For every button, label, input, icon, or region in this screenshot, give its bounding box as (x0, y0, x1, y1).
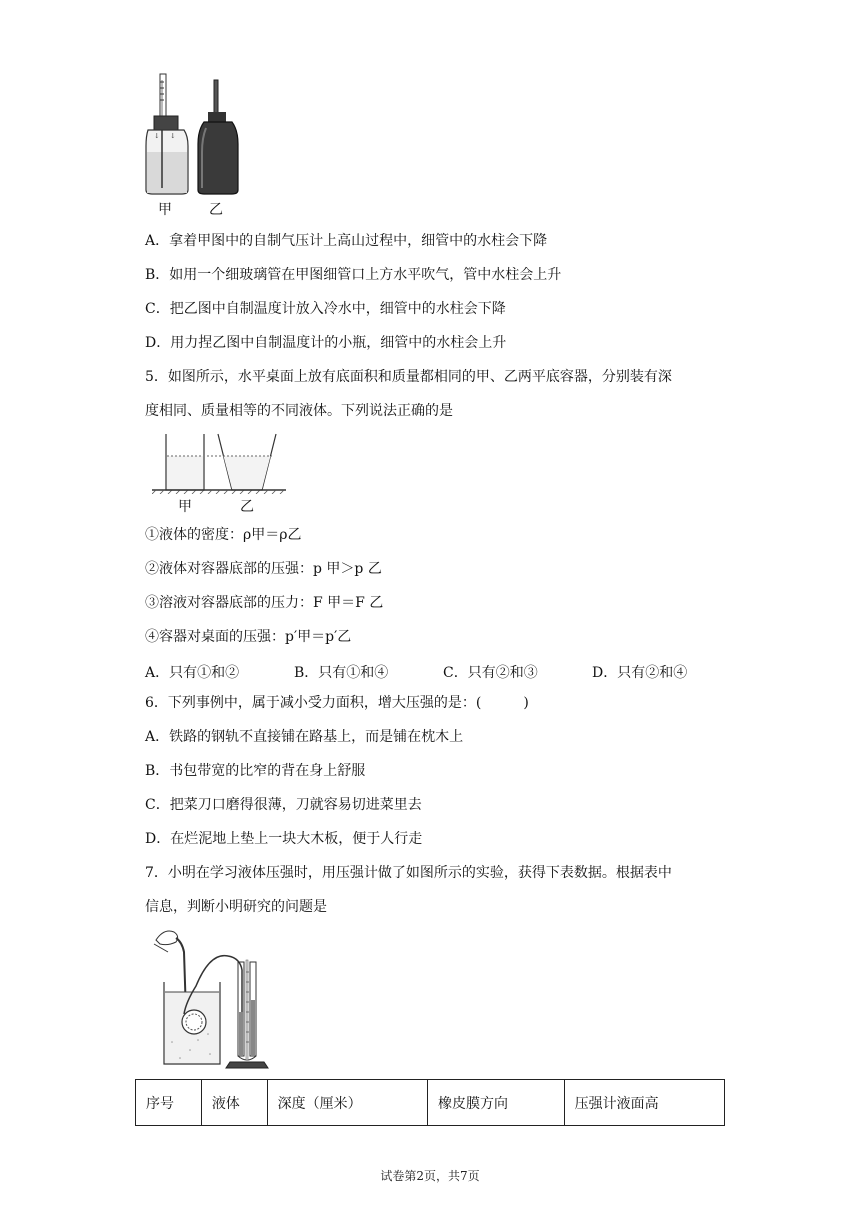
table-header-cell: 液体 (201, 1080, 267, 1126)
q5-option-a: A．只有①和② (145, 665, 240, 681)
q6-stem: 6．下列事例中，属于减小受力面积，增大压强的是：( ) (145, 695, 529, 711)
q5-option-d: D．只有②和④ (592, 665, 688, 681)
table-header-cell: 深度（厘米） (267, 1080, 427, 1126)
table-header-row (136, 1080, 725, 1126)
q6-option-b: B．书包带宽的比窄的背在身上舒服 (145, 763, 366, 779)
figure-pressure-gauge (150, 922, 275, 1070)
q5-stem-line2: 度相同、质量相等的不同液体。下列说法正确的是 (145, 403, 453, 419)
q4-option-b: B．如用一个细玻璃管在甲图细管口上方水平吹气，管中水柱会上升 (145, 267, 562, 283)
q6-option-d: D．在烂泥地上垫上一块大木板，便于人行走 (145, 831, 423, 847)
figure-barometer-thermometer (140, 72, 250, 217)
q5-statement-2: ②液体对容器底部的压强：p 甲＞p 乙 (145, 561, 382, 577)
table-header-cell: 橡皮膜方向 (427, 1080, 564, 1126)
q4-option-c: C．把乙图中自制温度计放入冷水中，细管中的水柱会下降 (145, 301, 506, 317)
q6-option-a: A．铁路的钢轨不直接铺在路基上，而是铺在枕木上 (145, 729, 464, 745)
q5-statement-1: ①液体的密度：ρ甲＝ρ乙 (145, 527, 302, 543)
q4-option-a: A．拿着甲图中的自制气压计上高山过程中，细管中的水柱会下降 (145, 233, 548, 249)
q5-option-c: C．只有②和③ (443, 665, 538, 681)
figure1-label-jia: 甲 (158, 202, 172, 218)
q5-statement-4: ④容器对桌面的压强：p′甲＝p′乙 (145, 629, 352, 645)
svg-text:↓: ↓ (170, 132, 176, 140)
q7-stem-line2: 信息，判断小明研究的问题是 (145, 899, 327, 915)
q4-option-d: D．用力捏乙图中自制温度计的小瓶，细管中的水柱会上升 (145, 335, 507, 351)
svg-text:↓: ↓ (154, 132, 160, 140)
q5-statement-3: ③溶液对容器底部的压力：F 甲＝F 乙 (145, 595, 384, 611)
table-header-cell: 序号 (136, 1080, 202, 1126)
q7-data-table (135, 1079, 725, 1126)
q5-stem-line1: 5．如图所示，水平桌面上放有底面积和质量都相同的甲、乙两平底容器，分别装有深 (145, 369, 672, 385)
figure2-label-yi: 乙 (240, 499, 254, 515)
q7-stem-line1: 7．小明在学习液体压强时，用压强计做了如图所示的实验，获得下表数据。根据表中 (145, 865, 672, 881)
figure1-label-yi: 乙 (209, 202, 223, 218)
table-header-cell: 压强计液面高 (564, 1080, 724, 1126)
q6-option-c: C．把菜刀口磨得很薄，刀就容易切进菜里去 (145, 797, 422, 813)
figure2-label-jia: 甲 (178, 499, 192, 515)
q5-option-b: B．只有①和④ (294, 665, 389, 681)
page-footer: 试卷第2页，共7页 (380, 1169, 480, 1183)
q5-options-row (145, 662, 745, 680)
figure-containers (152, 432, 287, 494)
